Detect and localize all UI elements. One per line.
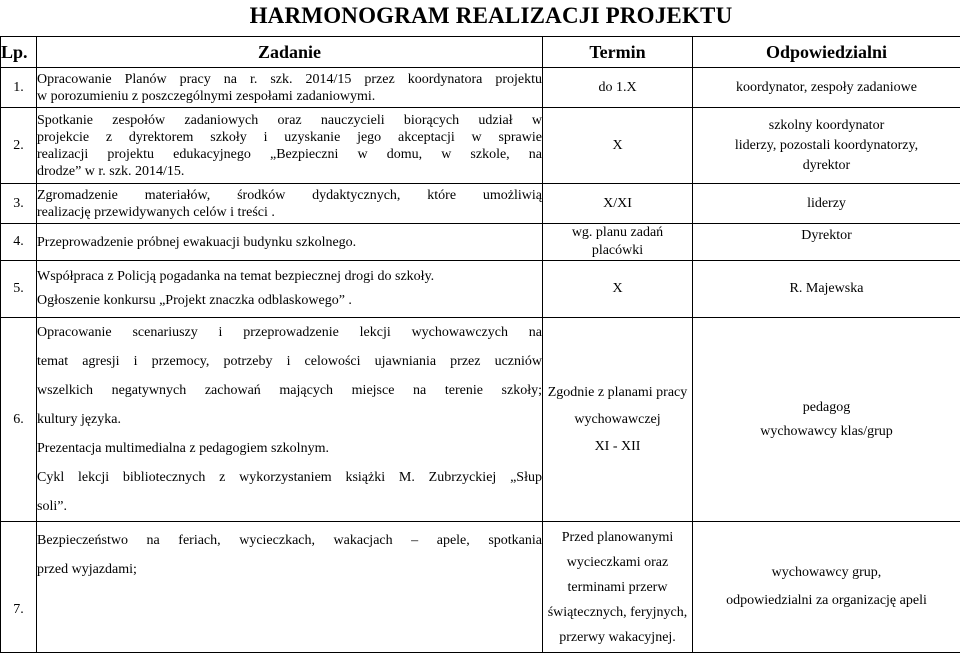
responsible-cell: Dyrektor <box>693 224 960 261</box>
table-row <box>1 261 960 318</box>
row-number: 5. <box>1 261 37 318</box>
table-row <box>1 522 960 653</box>
row-number: 7. <box>1 522 37 653</box>
task-cell: Zgromadzenie materiałów, środków dydaktycznych, które umożliwią realizację przewidywanych celów i treści . <box>37 184 543 224</box>
schedule-table <box>0 36 960 653</box>
responsible-cell: szkolny koordynator liderzy, pozostali koordynatorzy, dyrektor <box>693 108 960 184</box>
row-number: 6. <box>1 318 37 522</box>
table-row <box>1 108 960 184</box>
task-cell: Opracowanie scenariuszy i przeprowadzenie lekcji wychowawczych na temat agresji i przemocy, potrzeby i celowości ujawniania przez uczniów wszelkich negatywnych zachowań mających miejsce na terenie szkoły; kultury języka. Prezentacja multimedialna z pedagogiem szkolnym. Cykl lekcji bibliotecznych z wykorzystaniem książki M. Zubrzyckiej „Słup soli”. <box>37 318 543 522</box>
header-lp: Lp. <box>1 37 37 68</box>
term-cell: Zgodnie z planami pracy wychowawczej XI - XII <box>543 318 693 522</box>
row-number: 4. <box>1 224 37 261</box>
term-cell: wg. planu zadań placówki <box>543 224 693 261</box>
responsible-cell: R. Majewska <box>693 261 960 318</box>
term-cell: X/XI <box>543 184 693 224</box>
task-cell: Bezpieczeństwo na feriach, wycieczkach, wakacjach – apele, spotkania przed wyjazdami; <box>37 522 543 653</box>
term-cell: X <box>543 261 693 318</box>
task-cell: Opracowanie Planów pracy na r. szk. 2014/15 przez koordynatora projektu w porozumieniu z poszczególnymi zespołami zadaniowymi. <box>37 68 543 108</box>
term-cell: do 1.X <box>543 68 693 108</box>
responsible-cell: pedagog wychowawcy klas/grup <box>693 318 960 522</box>
header-responsible: Odpowiedzialni <box>693 37 960 68</box>
task-cell: Przeprowadzenie próbnej ewakuacji budynku szkolnego. <box>37 224 543 261</box>
row-number: 2. <box>1 108 37 184</box>
row-number: 1. <box>1 68 37 108</box>
row-number: 3. <box>1 184 37 224</box>
document-title: HARMONOGRAM REALIZACJI PROJEKTU <box>249 3 733 28</box>
header-task: Zadanie <box>37 37 543 68</box>
table-header-row <box>1 37 960 68</box>
term-cell: Przed planowanymi wycieczkami oraz terminami przerw świątecznych, feryjnych, przerwy wakacyjnej. <box>543 522 693 653</box>
responsible-cell: koordynator, zespoły zadaniowe <box>693 68 960 108</box>
table-row <box>1 318 960 522</box>
task-cell: Współpraca z Policją pogadanka na temat bezpiecznej drogi do szkoły. Ogłoszenie konkursu „Projekt znaczka odblaskowego” . <box>37 261 543 318</box>
responsible-cell: liderzy <box>693 184 960 224</box>
table-row <box>1 224 960 261</box>
task-cell: Spotkanie zespołów zadaniowych oraz nauczycieli biorących udział w projekcie z dyrektorem szkoły i uzyskanie jego akceptacji w sprawie realizacji projektu edukacyjnego „Bezpieczni w domu, w szkole, na drodze” w r. szk. 2014/15. <box>37 108 543 184</box>
table-row <box>1 184 960 224</box>
term-cell: X <box>543 108 693 184</box>
table-row <box>1 68 960 108</box>
responsible-cell: wychowawcy grup, odpowiedzialni za organizację apeli <box>693 522 960 653</box>
header-term: Termin <box>543 37 693 68</box>
